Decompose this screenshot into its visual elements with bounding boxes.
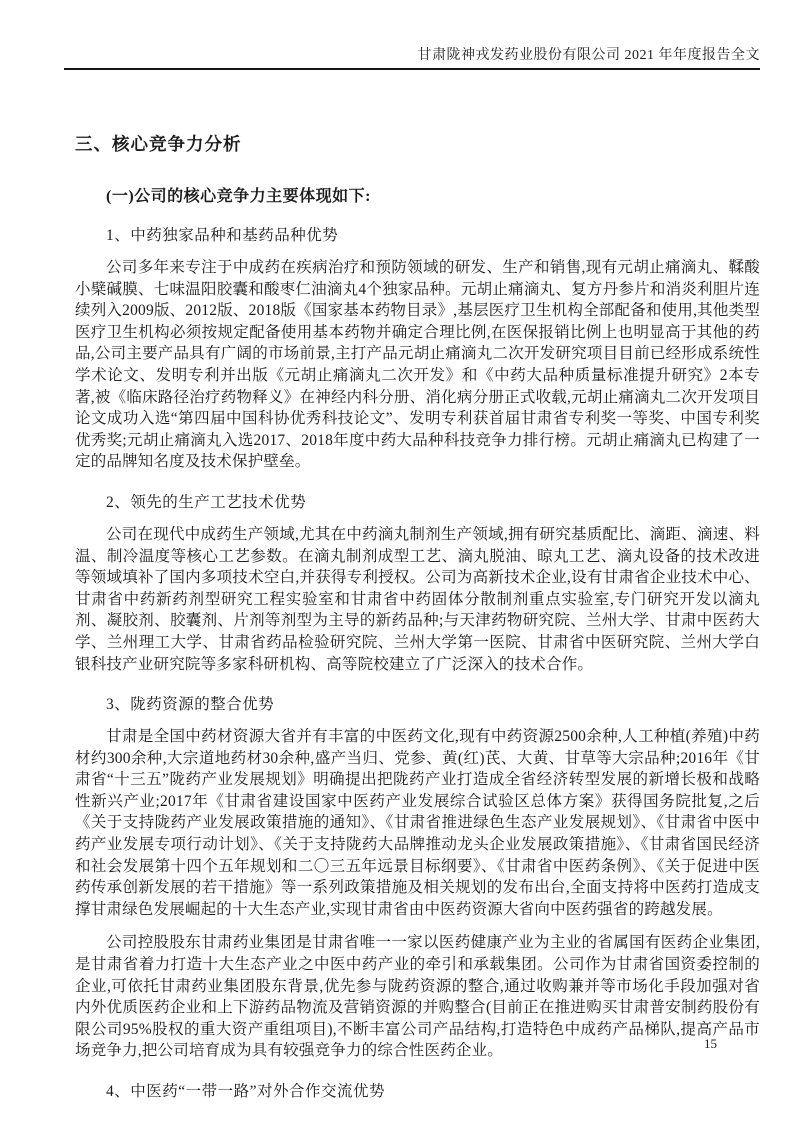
item-heading-4: 4、中医药“一带一路”对外合作交流优势 bbox=[106, 1083, 386, 1100]
item-heading-1: 1、中药独家品种和基药品种优势 bbox=[106, 227, 339, 244]
paragraph-3-2: 公司控股股东甘肃药业集团是甘肃省唯一一家以医药健康产业为主业的省属国有医药企业集团,是甘肃省着力打造十大生态产业之中医中药产业的牵引和承载集团。公司作为甘肃省国资委控制的企业,可依托甘肃药业集团股东背景,优先参与陇药资源的整合,通过收购兼并等市场化手段加强对省内外优质医药企业和上下游药品物流及营销资源的并购整合(目前正在推进购买甘肃普安制药股份有限公司95%股权的重大资产重组项目),不断丰富公司产品结构,打造特色中成药产品梯队,提高产品市场竞争力,把公司培育成为具有较强竞争力的综合性医药企业。 bbox=[75, 934, 760, 1060]
section-title: 三、核心竞争力分析 bbox=[75, 134, 242, 154]
paragraph-2-1: 公司在现代中成药生产领域,尤其在中药滴丸制剂生产领域,拥有研究基质配比、滴距、滴速、料温、制冷温度等核心工艺参数。在滴丸制剂成型工艺、滴丸脱油、晾丸工艺、滴丸设备的技术改进等领域填补了国内多项技术空白,并获得专利授权。公司为高新技术企业,设有甘肃省企业技术中心、甘肃省中药新药剂型研究工程实验室和甘肃省中药固体分散制剂重点实验室,专门研究开发以滴丸剂、凝胶剂、胶囊剂、片剂等剂型为主导的新药品种;与天津药物研究院、兰州大学、甘肃中医药大学、兰州理工大学、甘肃省药品检验研究院、兰州大学第一医院、甘肃省中医研究院、兰州大学白银科技产业研究院等多家科研机构、高等院校建立了广泛深入的技术合作。 bbox=[75, 525, 760, 673]
header-text: 甘肃陇神戎发药业股份有限公司 2021 年年度报告全文 bbox=[417, 48, 760, 63]
page-content bbox=[75, 131, 760, 1113]
paragraph-1-1: 公司多年来专注于中成药在疾病治疗和预防领域的研发、生产和销售,现有元胡止痛滴丸、鞣酸小檗碱膜、七味温阳胶囊和酸枣仁油滴丸4个独家品种。元胡止痛滴丸、复方丹参片和消炎利胆片连续列入2009版、2012版、2018版《国家基本药物目录》,基层医疗卫生机构全部配备和使用,其他类型医疗卫生机构必须按规定配备使用基本药物并确定合理比例,在医保报销比例上也明显高于其他的药品,公司主要产品具有广阔的市场前景,主打产品元胡止痛滴丸二次开发研究项目目前已经形成系统性学术论文、发明专利并出版《元胡止痛滴丸二次开发》和《中药大品种质量标准提升研究》2本专著,被《临床路径治疗药物释义》在神经内科分册、消化病分册正式收载,元胡止痛滴丸二次开发项目论文成功入选“第四届中国科协优秀科技论文”、发明专利获首届甘肃省专利奖一等奖、中国专利奖优秀奖;元胡止痛滴丸入选2017、2018年度中药大品种科技竞争力排行榜。元胡止痛滴丸已构建了一定的品牌知名度及技术保护壁垒。 bbox=[75, 259, 760, 471]
page-header bbox=[64, 0, 760, 70]
paragraph-3-1: 甘肃是全国中药材资源大省并有丰富的中医药文化,现有中药资源2500余种,人工种植(养殖)中药材约300余种,大宗道地药材30余种,盛产当归、党参、黄(红)芪、大黄、甘草等大宗品种;2016年《甘肃省“十三五”陇药产业发展规划》明确提出把陇药产业打造成全省经济转型发展的新增长极和战略性新兴产业;2017年《甘肃省建设国家中医药产业发展综合试验区总体方案》获得国务院批复,之后《关于支持陇药产业发展政策措施的通知》、《甘肃省推进绿色生态产业发展规划》、《甘肃省中医中药产业发展专项行动计划》、《关于支持陇药大品牌推动龙头企业发展政策措施》、《甘肃省国民经济和社会发展第十四个五年规划和二〇三五年远景目标纲要》、《甘肃省中医药条例》、《关于促进中医药传承创新发展的若干措施》等一系列政策措施及相关规划的发布出台,全面支持将中医药打造成支撑甘肃绿色发展崛起的十大生态产业,实现甘肃省由中医药资源大省向中医药强省的跨越发展。 bbox=[75, 728, 760, 918]
page-number: 15 bbox=[704, 1036, 717, 1051]
item-heading-2: 2、领先的生产工艺技术优势 bbox=[106, 493, 307, 511]
item-heading-3: 3、陇药资源的整合优势 bbox=[106, 696, 275, 714]
subsection-title: (一)公司的核心竞争力主要体现如下: bbox=[106, 188, 371, 205]
